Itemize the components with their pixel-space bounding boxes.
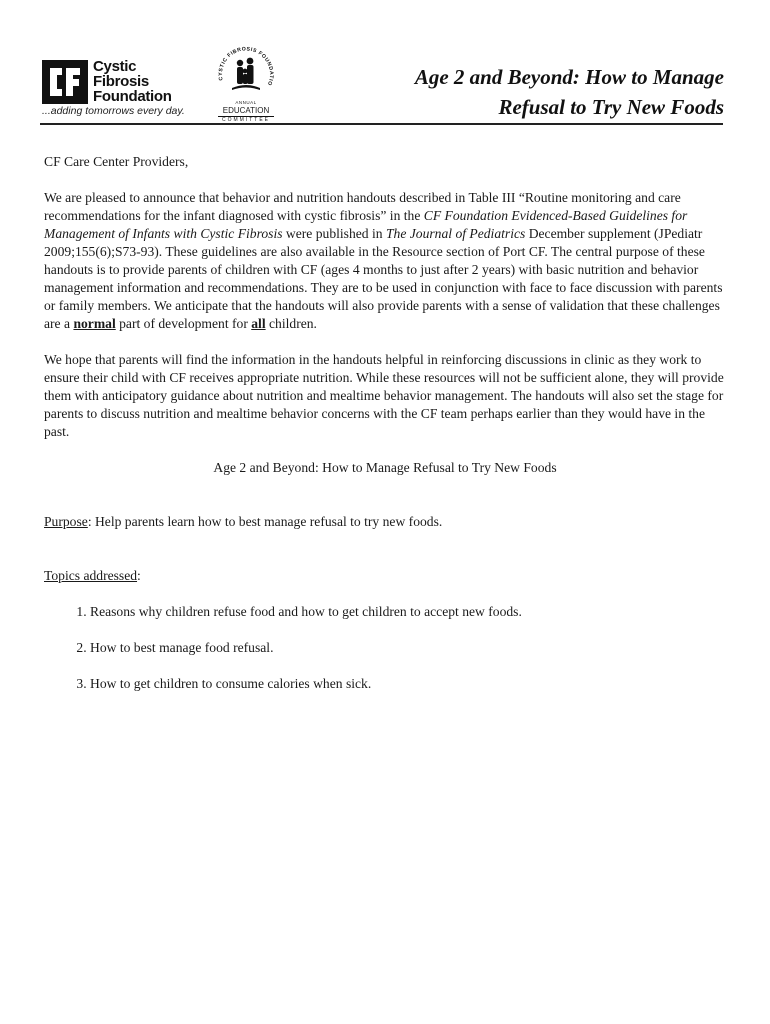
intro-text: were published in bbox=[282, 226, 386, 241]
intro-paragraph bbox=[44, 189, 726, 333]
cf-logo-name-line: Cystic bbox=[93, 58, 137, 75]
edu-logo-committee-text: COMMITTEE bbox=[218, 116, 274, 125]
topics-colon: : bbox=[137, 568, 141, 583]
emphasis-all: all bbox=[251, 316, 266, 331]
edu-logo-small-text: ANNUAL bbox=[235, 100, 257, 105]
intro-text: part of development for bbox=[115, 316, 252, 331]
cf-logo-name-line: Fibrosis bbox=[93, 73, 149, 90]
emphasis-normal: normal bbox=[73, 316, 116, 331]
page-title-line: Refusal to Try New Foods bbox=[498, 95, 724, 119]
list-item: 1. Reasons why children refuse food and how to get children to accept new foods. bbox=[90, 603, 726, 621]
cf-logo-name bbox=[93, 59, 172, 104]
page-title-line: Age 2 and Beyond: How to Manage bbox=[414, 65, 724, 89]
journal-title: The Journal of Pediatrics bbox=[385, 226, 526, 241]
page-title bbox=[415, 62, 724, 122]
letter-body bbox=[44, 153, 726, 711]
topics-heading bbox=[44, 567, 726, 585]
handout-title: Age 2 and Beyond: How to Manage Refusal to Try New Foods bbox=[213, 460, 557, 475]
header-divider bbox=[40, 123, 723, 125]
intro-text: children. bbox=[265, 316, 317, 331]
intro-text: December supplement (JPediatr 2009;155(6);S73-93). These guidelines are also available in the Resource section of Port CF. The central purpose of these handouts is to provide parents of children with CF (ages 4 months to just after 2 years) with basic nutrition and behavior management information and recommendations. They are to be used in conjunction with face to face discussion with parents or family members. We anticipate that the handouts will also provide parents with a sense of validation that these challenges are a bbox=[44, 226, 723, 331]
page-header bbox=[0, 0, 770, 128]
education-committee-logo bbox=[206, 44, 286, 122]
second-paragraph: We hope that parents will find the information in the handouts helpful in reinforcing discussions in clinic as they work to ensure their child with CF receives appropriate nutrition. While these resources will not be sufficient alone, they will provide them with anticipatory guidance about nutrition and mealtime behavior management. The handouts will also set the stage for parents to discuss nutrition and mealtime behavior concerns with the CF team perhaps earlier than they would have in the past. bbox=[44, 352, 724, 439]
intro-text: We are pleased to announce that behavior and nutrition handouts described in Table III “Routine monitoring and care recommendations for the infant diagnosed with cystic fibrosis” in the bbox=[44, 190, 681, 223]
topics-list bbox=[44, 603, 726, 693]
cf-logo-mark-icon bbox=[42, 60, 88, 104]
family-silhouette-icon bbox=[216, 44, 276, 96]
list-item: 2. How to best manage food refusal. bbox=[90, 639, 726, 657]
purpose-label: Purpose bbox=[44, 514, 88, 529]
edu-logo-label bbox=[206, 100, 286, 125]
topics-label: Topics addressed bbox=[44, 568, 138, 583]
cf-logo-tagline: ...adding tomorrows every day. bbox=[42, 105, 185, 117]
cf-foundation-logo bbox=[42, 58, 192, 120]
guidelines-title: CF Foundation Evidenced-Based Guidelines for Management of Infants with Cystic Fibrosis bbox=[44, 208, 688, 241]
edu-logo-ring-text: CYSTIC FIBROSIS FOUNDATIO bbox=[217, 46, 275, 87]
edu-logo-big-text: EDUCATION bbox=[222, 106, 270, 115]
list-item: 3. How to get children to consume calories when sick. bbox=[90, 675, 726, 693]
cf-logo-name-line: Foundation bbox=[93, 88, 172, 105]
salutation: CF Care Center Providers, bbox=[44, 154, 189, 169]
purpose-text: : Help parents learn how to best manage refusal to try new foods. bbox=[87, 514, 443, 529]
purpose-line bbox=[44, 513, 726, 531]
